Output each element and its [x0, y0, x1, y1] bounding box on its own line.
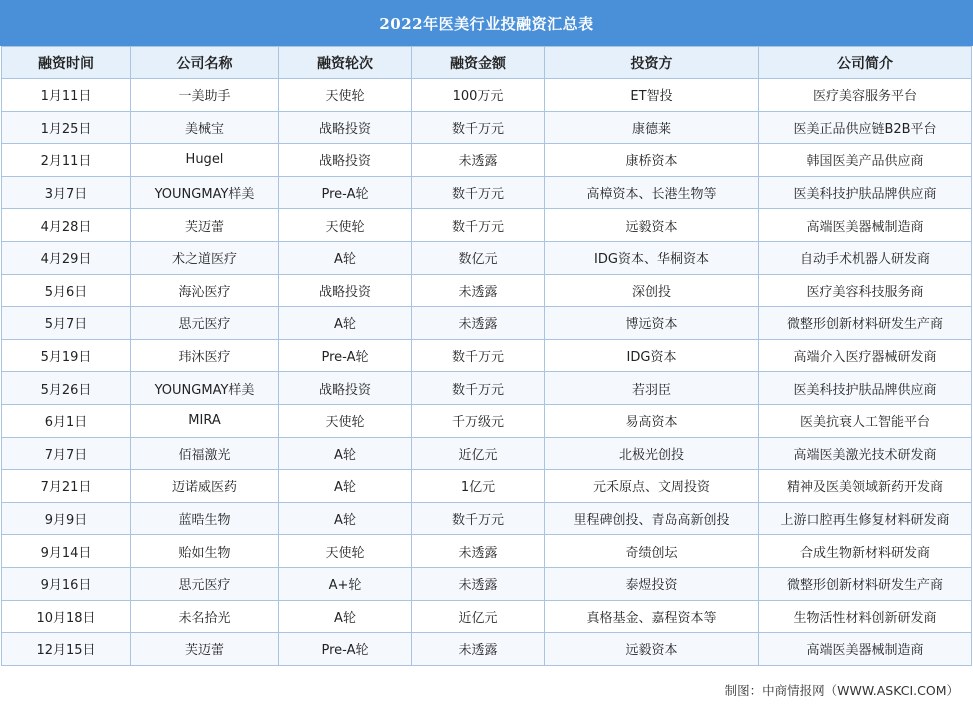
cell-investor: 易高资本 — [545, 404, 759, 437]
table-row — [2, 209, 972, 242]
cell-round: A轮 — [279, 502, 412, 535]
cell-investor: 远毅资本 — [545, 209, 759, 242]
cell-amount: 未透露 — [412, 144, 545, 177]
header-amount: 融资金额 — [412, 47, 545, 79]
cell-amount: 未透露 — [412, 567, 545, 600]
cell-investor: 高樟资本、长港生物等 — [545, 176, 759, 209]
cell-company: MIRA — [131, 404, 279, 437]
cell-date: 3月7日 — [2, 176, 131, 209]
table-row — [2, 176, 972, 209]
cell-round: 战略投资 — [279, 372, 412, 405]
cell-profile: 医疗美容科技服务商 — [759, 274, 972, 307]
cell-amount: 未透露 — [412, 274, 545, 307]
cell-profile: 韩国医美产品供应商 — [759, 144, 972, 177]
cell-company: Hugel — [131, 144, 279, 177]
table-row — [2, 111, 972, 144]
cell-investor: 康桥资本 — [545, 144, 759, 177]
cell-investor: IDG资本、华桐资本 — [545, 241, 759, 274]
table-row — [2, 470, 972, 503]
cell-company: 思元医疗 — [131, 567, 279, 600]
cell-profile: 高端医美器械制造商 — [759, 209, 972, 242]
cell-date: 5月19日 — [2, 339, 131, 372]
cell-round: A轮 — [279, 470, 412, 503]
cell-amount: 数亿元 — [412, 241, 545, 274]
cell-round: 天使轮 — [279, 404, 412, 437]
cell-company: 玮沐医疗 — [131, 339, 279, 372]
cell-investor: 康德莱 — [545, 111, 759, 144]
cell-investor: 博远资本 — [545, 307, 759, 340]
cell-profile: 医美科技护肤品牌供应商 — [759, 372, 972, 405]
cell-company: 美械宝 — [131, 111, 279, 144]
header-investor: 投资方 — [545, 47, 759, 79]
cell-amount: 数千万元 — [412, 372, 545, 405]
cell-date: 6月1日 — [2, 404, 131, 437]
header-company: 公司名称 — [131, 47, 279, 79]
header-profile: 公司简介 — [759, 47, 972, 79]
cell-investor: 北极光创投 — [545, 437, 759, 470]
cell-profile: 合成生物新材料研发商 — [759, 535, 972, 568]
cell-profile: 上游口腔再生修复材料研发商 — [759, 502, 972, 535]
cell-company: YOUNGMAY样美 — [131, 372, 279, 405]
cell-round: A轮 — [279, 307, 412, 340]
cell-date: 9月14日 — [2, 535, 131, 568]
cell-amount: 未透露 — [412, 535, 545, 568]
cell-date: 5月6日 — [2, 274, 131, 307]
cell-company: 术之道医疗 — [131, 241, 279, 274]
cell-date: 9月9日 — [2, 502, 131, 535]
cell-round: 天使轮 — [279, 209, 412, 242]
cell-investor: 元禾原点、文周投资 — [545, 470, 759, 503]
table-row — [2, 339, 972, 372]
cell-profile: 医美科技护肤品牌供应商 — [759, 176, 972, 209]
cell-profile: 自动手术机器人研发商 — [759, 241, 972, 274]
cell-round: A轮 — [279, 241, 412, 274]
cell-date: 5月26日 — [2, 372, 131, 405]
cell-date: 12月15日 — [2, 633, 131, 666]
cell-amount: 数千万元 — [412, 339, 545, 372]
table-row — [2, 307, 972, 340]
cell-amount: 1亿元 — [412, 470, 545, 503]
cell-amount: 数千万元 — [412, 111, 545, 144]
cell-amount: 近亿元 — [412, 600, 545, 633]
cell-amount: 数千万元 — [412, 502, 545, 535]
cell-round: 天使轮 — [279, 535, 412, 568]
cell-company: 迈诺威医药 — [131, 470, 279, 503]
cell-company: 未名拾光 — [131, 600, 279, 633]
financing-table — [1, 46, 972, 666]
cell-company: 佰福激光 — [131, 437, 279, 470]
cell-investor: 泰煜投资 — [545, 567, 759, 600]
cell-amount: 近亿元 — [412, 437, 545, 470]
cell-profile: 生物活性材料创新研发商 — [759, 600, 972, 633]
cell-investor: 若羽臣 — [545, 372, 759, 405]
cell-amount: 100万元 — [412, 79, 545, 112]
cell-amount: 数千万元 — [412, 209, 545, 242]
cell-company: 芙迈蕾 — [131, 633, 279, 666]
cell-amount: 数千万元 — [412, 176, 545, 209]
cell-round: 天使轮 — [279, 79, 412, 112]
cell-date: 5月7日 — [2, 307, 131, 340]
table-row — [2, 633, 972, 666]
table-row — [2, 535, 972, 568]
cell-amount: 未透露 — [412, 307, 545, 340]
cell-profile: 高端介入医疗器械研发商 — [759, 339, 972, 372]
cell-company: YOUNGMAY样美 — [131, 176, 279, 209]
cell-profile: 医美抗衰人工智能平台 — [759, 404, 972, 437]
cell-round: A轮 — [279, 437, 412, 470]
source-credit: 制图：中商情报网（WWW.ASKCI.COM） — [724, 683, 959, 698]
header-date: 融资时间 — [2, 47, 131, 79]
cell-investor: ET智投 — [545, 79, 759, 112]
cell-investor: 真格基金、嘉程资本等 — [545, 600, 759, 633]
cell-round: Pre-A轮 — [279, 633, 412, 666]
cell-investor: 奇绩创坛 — [545, 535, 759, 568]
cell-date: 4月29日 — [2, 241, 131, 274]
cell-investor: 深创投 — [545, 274, 759, 307]
table-row — [2, 79, 972, 112]
cell-profile: 医疗美容服务平台 — [759, 79, 972, 112]
header-round: 融资轮次 — [279, 47, 412, 79]
cell-investor: IDG资本 — [545, 339, 759, 372]
cell-round: Pre-A轮 — [279, 176, 412, 209]
cell-date: 10月18日 — [2, 600, 131, 633]
table-row — [2, 241, 972, 274]
cell-round: Pre-A轮 — [279, 339, 412, 372]
cell-company: 思元医疗 — [131, 307, 279, 340]
cell-date: 1月25日 — [2, 111, 131, 144]
table-row — [2, 437, 972, 470]
cell-date: 7月21日 — [2, 470, 131, 503]
cell-date: 9月16日 — [2, 567, 131, 600]
table-row — [2, 567, 972, 600]
cell-date: 7月7日 — [2, 437, 131, 470]
cell-profile: 微整形创新材料研发生产商 — [759, 307, 972, 340]
table-row — [2, 600, 972, 633]
table-row — [2, 144, 972, 177]
table-row — [2, 274, 972, 307]
cell-profile: 精神及医美领域新药开发商 — [759, 470, 972, 503]
cell-investor: 里程碑创投、青岛高新创投 — [545, 502, 759, 535]
cell-profile: 医美正品供应链B2B平台 — [759, 111, 972, 144]
table-header-row — [2, 47, 972, 79]
table-title: 2022年医美行业投融资汇总表 — [379, 14, 594, 33]
cell-round: 战略投资 — [279, 274, 412, 307]
cell-profile: 微整形创新材料研发生产商 — [759, 567, 972, 600]
cell-profile: 高端医美激光技术研发商 — [759, 437, 972, 470]
cell-round: 战略投资 — [279, 144, 412, 177]
cell-round: A轮 — [279, 600, 412, 633]
table-body — [2, 79, 972, 666]
cell-investor: 远毅资本 — [545, 633, 759, 666]
cell-round: A+轮 — [279, 567, 412, 600]
cell-company: 海沁医疗 — [131, 274, 279, 307]
cell-company: 芙迈蕾 — [131, 209, 279, 242]
table-row — [2, 502, 972, 535]
table-row — [2, 404, 972, 437]
table-row — [2, 372, 972, 405]
cell-date: 2月11日 — [2, 144, 131, 177]
cell-date: 1月11日 — [2, 79, 131, 112]
cell-company: 蓝晧生物 — [131, 502, 279, 535]
cell-date: 4月28日 — [2, 209, 131, 242]
cell-round: 战略投资 — [279, 111, 412, 144]
cell-amount: 千万级元 — [412, 404, 545, 437]
cell-company: 一美助手 — [131, 79, 279, 112]
cell-amount: 未透露 — [412, 633, 545, 666]
title-bar — [0, 0, 973, 46]
cell-profile: 高端医美器械制造商 — [759, 633, 972, 666]
cell-company: 贻如生物 — [131, 535, 279, 568]
